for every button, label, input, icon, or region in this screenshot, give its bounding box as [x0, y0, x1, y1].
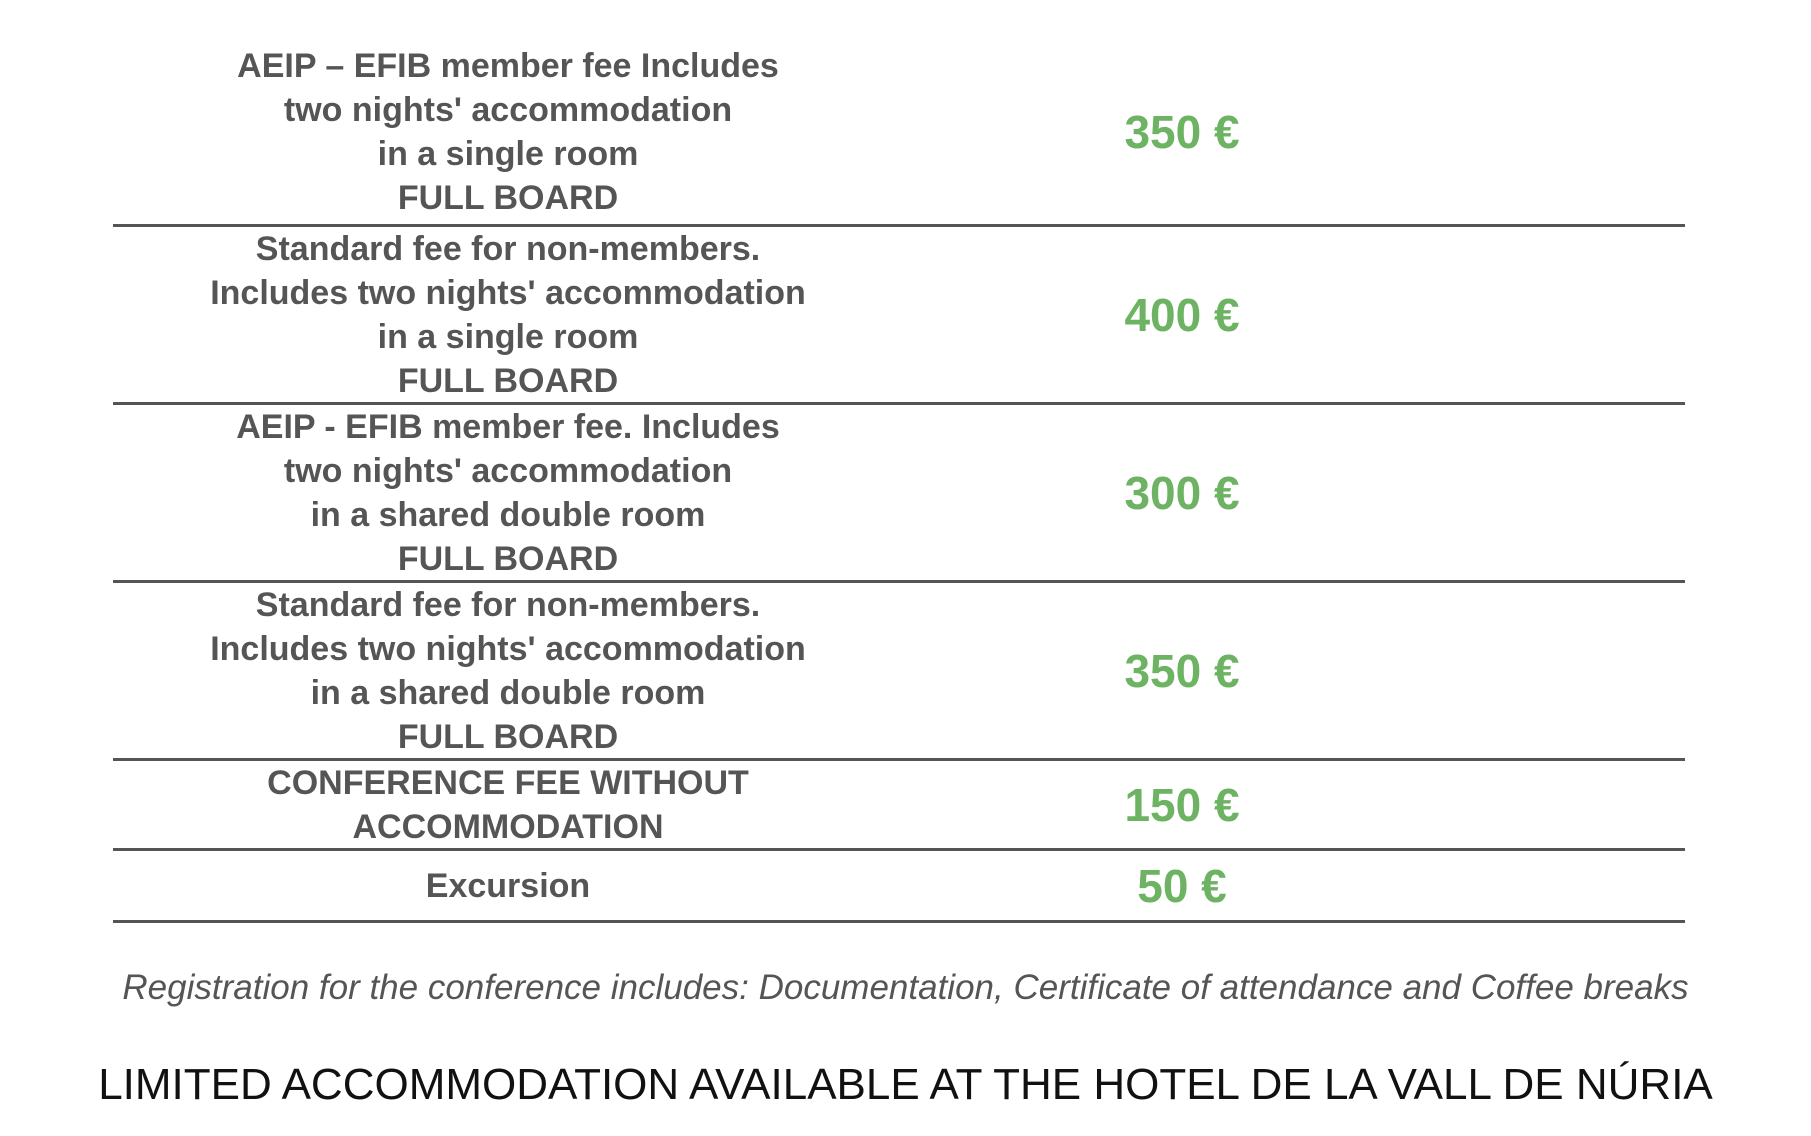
fee-price: 150 €	[1124, 778, 1240, 831]
fee-description-line: Includes two nights' accommodation	[210, 629, 806, 668]
fee-description	[113, 583, 903, 759]
fee-row	[113, 583, 1685, 761]
fee-row	[113, 851, 1685, 923]
fee-description-line: two nights' accommodation	[283, 91, 733, 129]
fee-price: 350 €	[1124, 106, 1240, 158]
fee-description-line: in a shared double room	[310, 673, 706, 712]
fee-description-line: FULL BOARD	[397, 539, 619, 578]
fee-description-line: AEIP - EFIB member fee. Includes	[236, 407, 780, 446]
accommodation-notice: LIMITED ACCOMMODATION AVAILABLE AT THE HOTEL DE LA VALL DE NÚRIA	[98, 1060, 1713, 1109]
fee-description-line: FULL BOARD	[397, 361, 619, 400]
fee-description-line: Includes two nights' accommodation	[210, 273, 806, 312]
registration-note: Registration for the conference includes: Documentation, Certificate of attendance and Coffee breaks	[122, 968, 1689, 1007]
fee-price: 350 €	[1124, 644, 1240, 697]
fee-description-line: Standard fee for non-members.	[255, 585, 761, 624]
fee-description	[113, 227, 903, 403]
fee-description-line: CONFERENCE FEE WITHOUT	[267, 763, 749, 802]
fee-table	[113, 40, 1685, 923]
fee-description	[113, 864, 903, 908]
fee-price: 300 €	[1124, 466, 1240, 519]
fee-description-line: Standard fee for non-members.	[255, 229, 761, 268]
fee-description-line: AEIP – EFIB member fee Includes	[237, 47, 779, 85]
fee-row	[113, 40, 1685, 227]
fee-description	[113, 761, 903, 849]
fee-description-line: in a single room	[377, 135, 639, 173]
fee-description-line: in a shared double room	[310, 495, 706, 534]
fee-price: 50 €	[1137, 859, 1227, 912]
fee-description-line: Excursion	[425, 866, 591, 905]
fee-price: 400 €	[1124, 288, 1240, 341]
fee-description-line: ACCOMMODATION	[352, 807, 664, 846]
fee-description-line: two nights' accommodation	[283, 451, 733, 490]
fee-description-line: FULL BOARD	[397, 717, 619, 756]
fee-description	[113, 405, 903, 581]
fee-row	[113, 405, 1685, 583]
fee-description-line: in a single room	[377, 317, 639, 356]
fee-row	[113, 227, 1685, 405]
fee-description	[113, 44, 903, 220]
fee-description-line: FULL BOARD	[397, 179, 619, 217]
fee-row	[113, 761, 1685, 851]
